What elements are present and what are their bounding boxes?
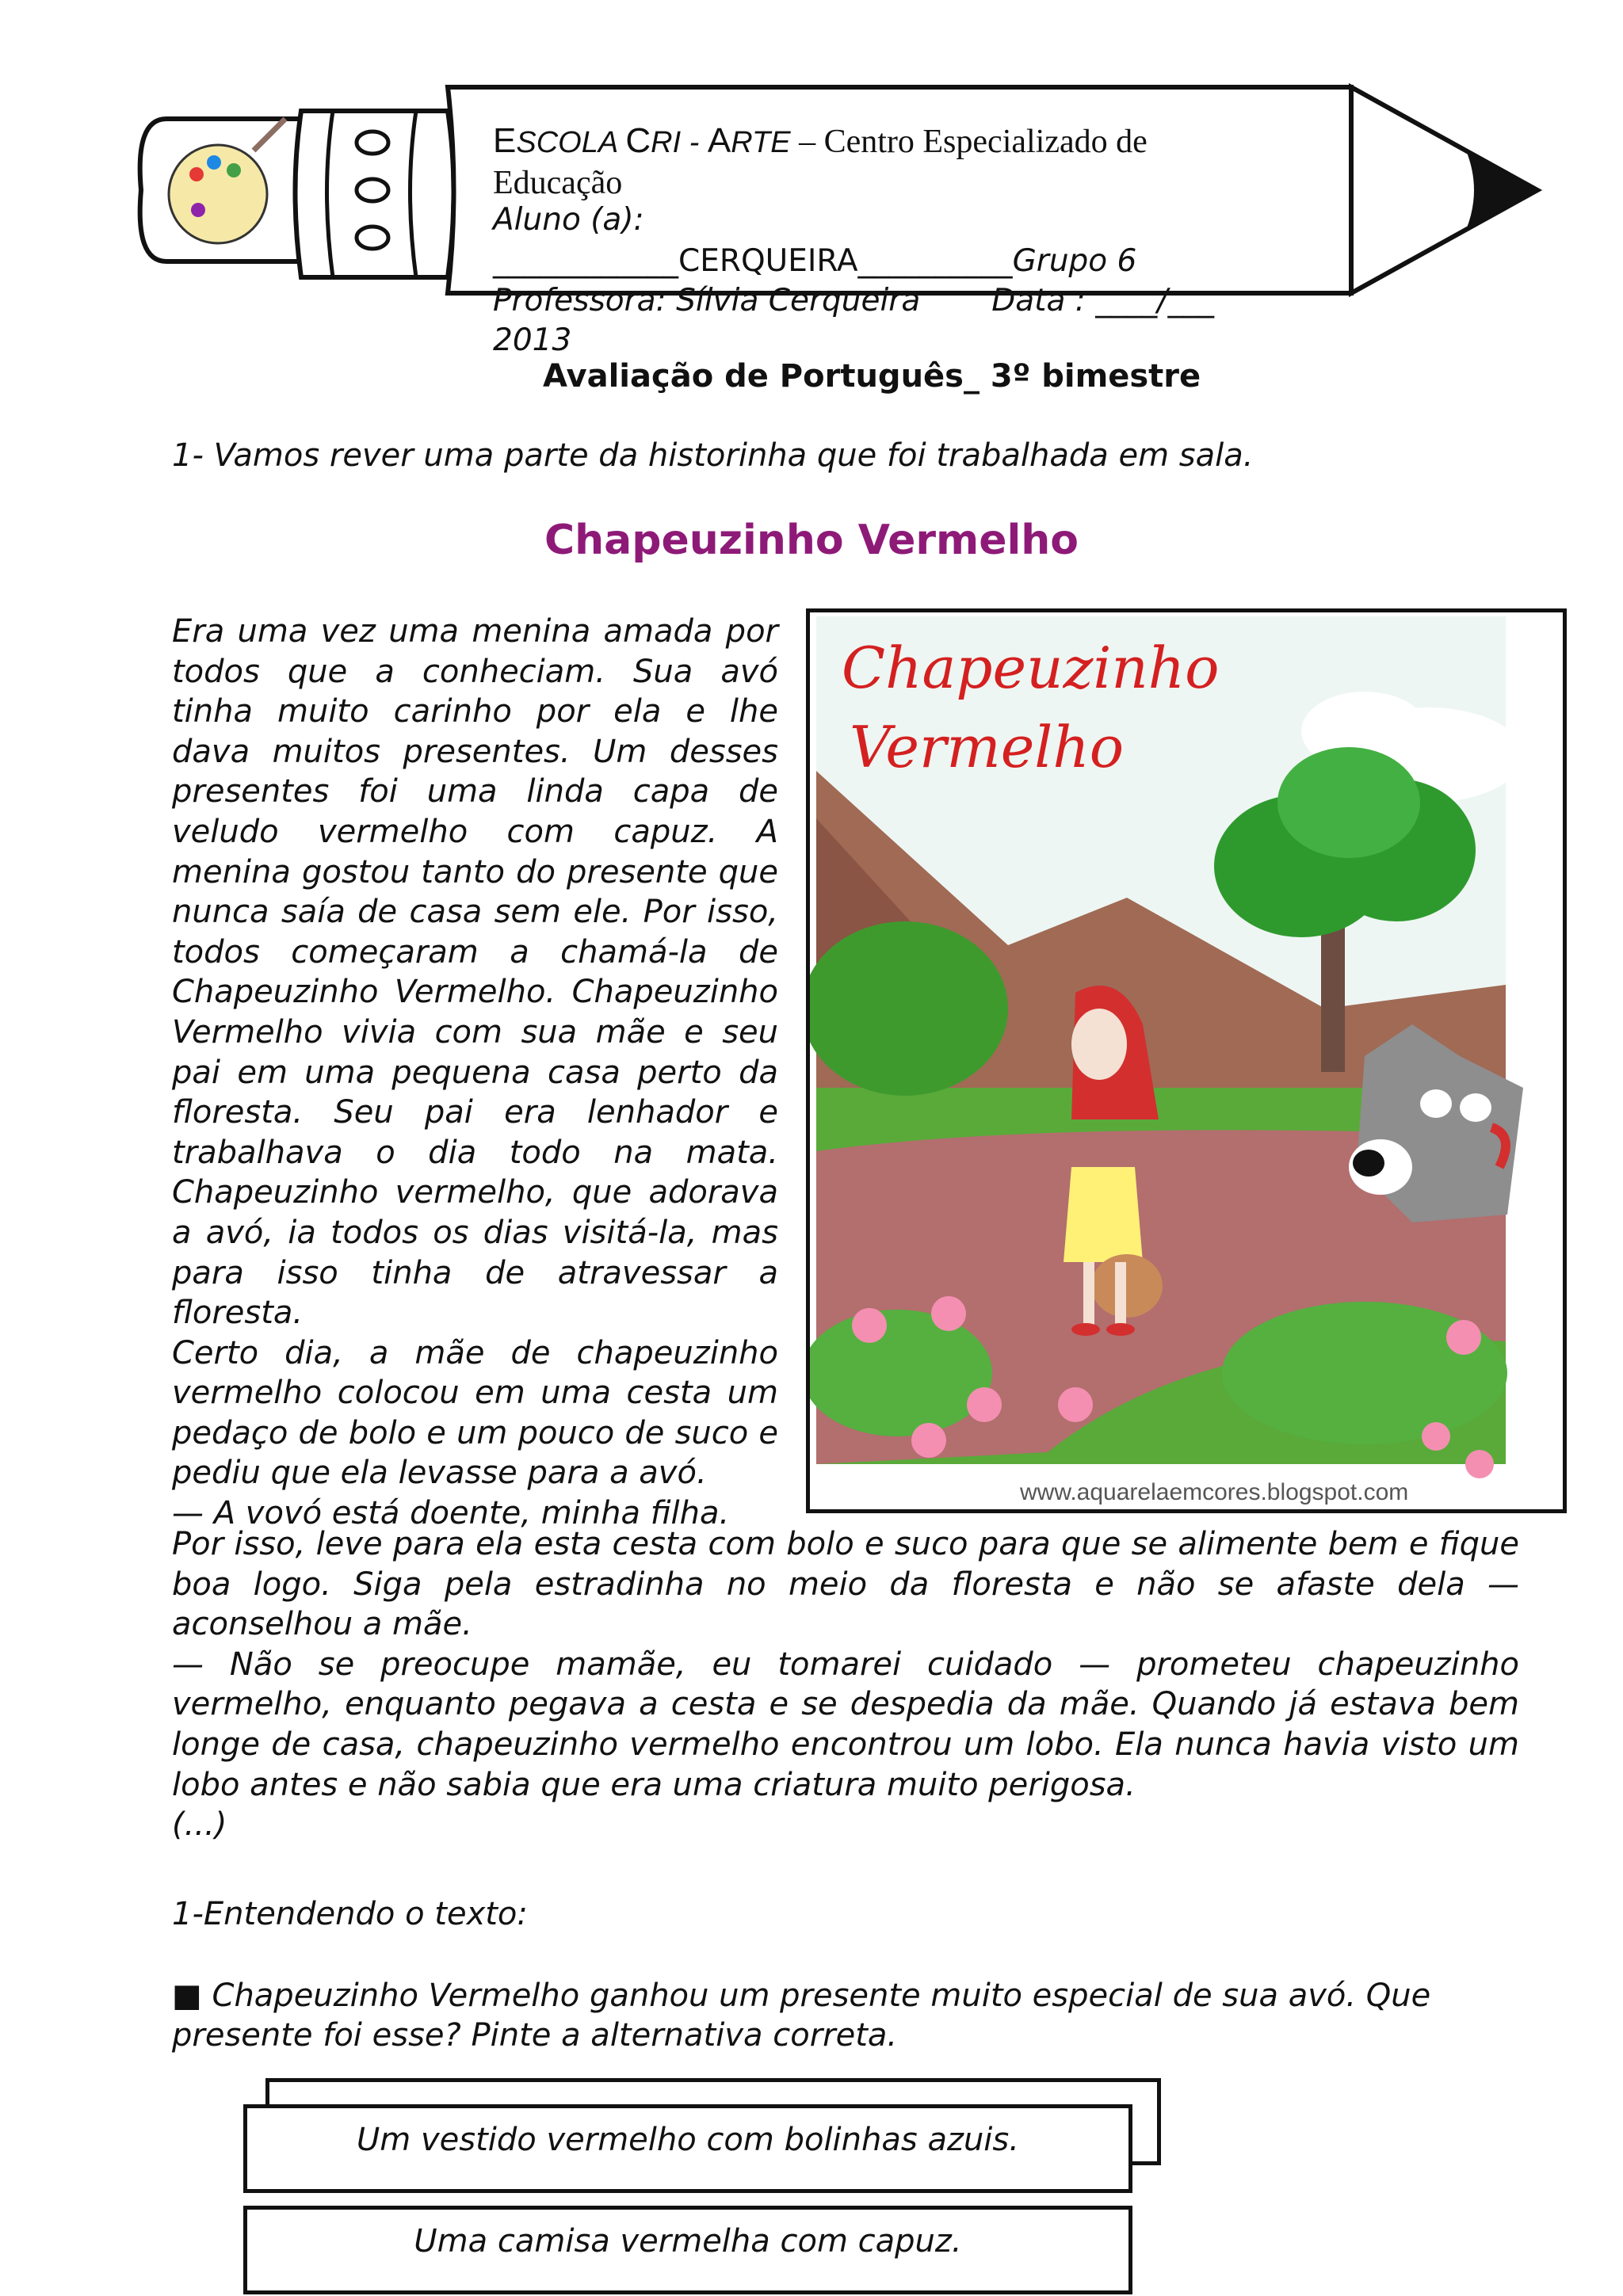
- student-label: Aluno (a):: [493, 202, 644, 238]
- section-title: 1-Entendendo o texto:: [172, 1896, 528, 1932]
- story-paragraph: Certo dia, a mãe de chapeuzinho vermelho colocou em uma cesta um pedaço de bolo e um pouco de suco e pediu que ela levasse para a avó.: [172, 1334, 778, 1492]
- story-ellipsis: (...): [172, 1806, 227, 1844]
- illustration-artwork: [810, 612, 1563, 1509]
- teacher-name: Professora: Sílvia Cerqueira: [493, 283, 921, 318]
- story-text-wide: [172, 1524, 1519, 1845]
- question-text: ■ Chapeuzinho Vermelho ganhou um presente muito especial de sua avó. Que presente foi esse? Pinte a alternativa correta.: [172, 1978, 1431, 2054]
- story-paragraph: Por isso, leve para ela esta cesta com bolo e suco para que se alimente bem e fique boa logo. Siga pela estradinha no meio da floresta e não se afaste dela — aconselhou a mãe.: [172, 1526, 1519, 1643]
- group-label: Grupo 6: [1012, 243, 1137, 279]
- story-text-column: [172, 612, 778, 1534]
- illustration-title-line1: Chapeuzinho: [842, 635, 1220, 701]
- answer-option-2[interactable]: Uma camisa vermelha com capuz.: [243, 2206, 1132, 2294]
- school-name-line2: Educação: [493, 165, 623, 201]
- story-title: Chapeuzinho Vermelho: [544, 517, 1079, 564]
- illustration-watermark: www.aquarelaemcores.blogspot.com: [1020, 1479, 1409, 1505]
- evaluation-title: Avaliação de Português_ 3º bimestre: [543, 358, 1201, 395]
- story-paragraph: Era uma vez uma menina amada por todos que a conheciam. Sua avó tinha muito carinho por ela e lhe dava muitos presentes. Um desses presentes foi uma linda capa de veludo vermelho com capuz. A menina gostou tanto do presente que nunca saía de casa sem ele. Por isso, todos começaram a chamá-la de Chapeuzinho Vermelho. Chapeuzinho Vermelho vivia com sua mãe e seu pai em uma pequena casa perto da floresta. Seu pai era lenhador e trabalhava o dia todo na mata. Chapeuzinho vermelho, que adorava a avó, ia todos os dias visitá-la, mas para isso tinha de atravessar a floresta.: [172, 613, 778, 1332]
- story-paragraph: — Não se preocupe mamãe, eu tomarei cuidado — prometeu chapeuzinho vermelho, enquanto pegava a cesta e se despedia da mãe. Quando já estava bem longe de casa, chapeuzinho vermelho encontrou um lobo. Ela nunca havia visto um lobo antes e não sabia que era uma criatura muito perigosa.: [172, 1646, 1519, 1803]
- illustration-title-line2: Vermelho: [850, 714, 1125, 780]
- student-name-blank: ____________CERQUEIRA__________: [493, 243, 1013, 279]
- answer-option-1[interactable]: Um vestido vermelho com bolinhas azuis.: [243, 2104, 1132, 2193]
- student-name-line: [493, 242, 1136, 281]
- date-field: Data : ____/___: [991, 283, 1214, 318]
- story-paragraph: — A vovó está doente, minha filha.: [172, 1495, 730, 1532]
- intro-instruction: 1- Vamos rever uma parte da historinha que foi trabalhada em sala.: [172, 437, 1254, 474]
- story-illustration: [806, 608, 1567, 1513]
- school-name: ESCOLA CRI - ARTE – Centro Especializado de Educação: [493, 120, 1285, 203]
- year-label: 2013: [493, 322, 572, 358]
- teacher-line: [493, 281, 1214, 321]
